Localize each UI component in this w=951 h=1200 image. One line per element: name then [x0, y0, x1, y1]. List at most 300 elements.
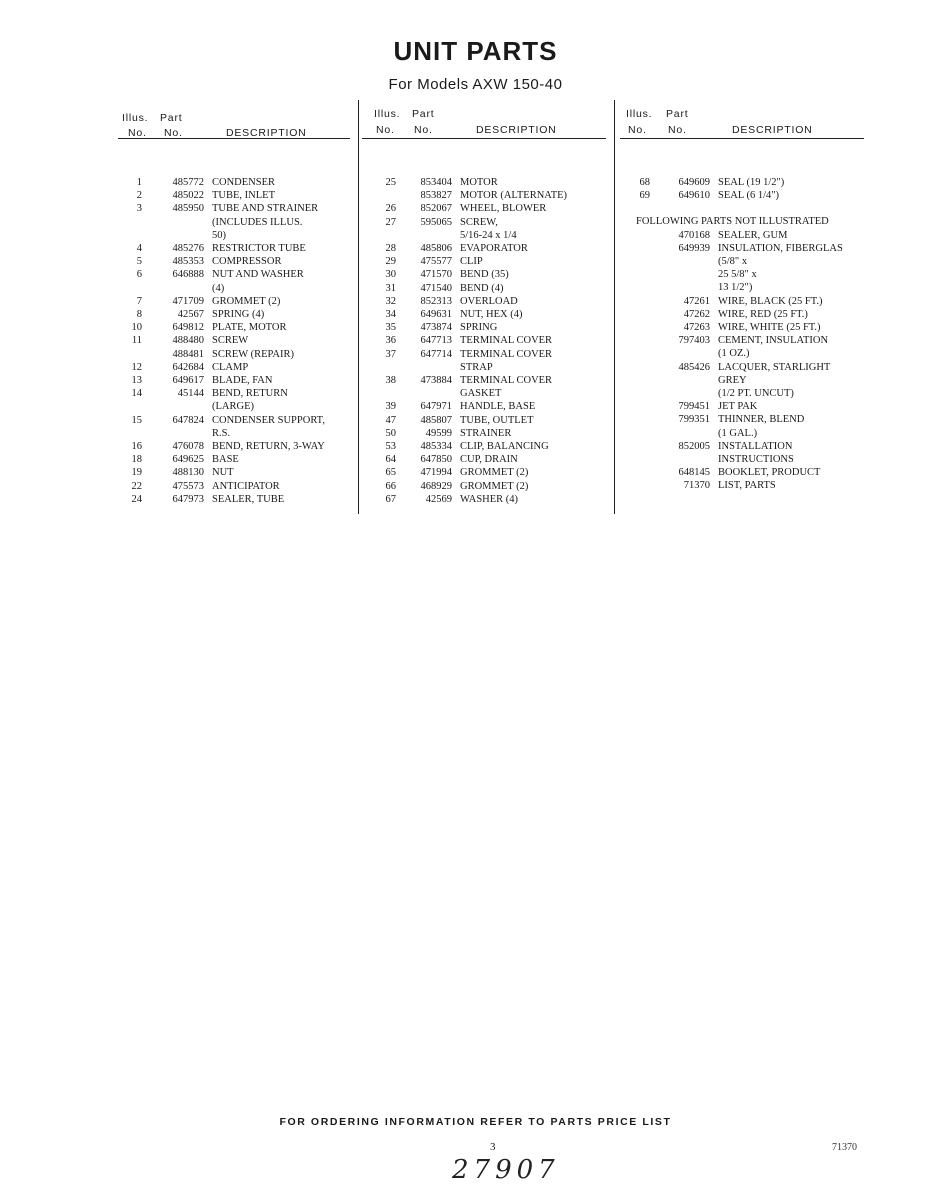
- header-rule: [118, 138, 350, 139]
- part-number: [650, 387, 710, 400]
- part-number: 853404: [420, 177, 452, 188]
- part-number: 471994: [420, 467, 452, 479]
- part-number: 595065: [420, 216, 452, 228]
- illus-label: Illus.: [122, 112, 149, 124]
- part-description: NUT, HEX (4): [460, 309, 523, 321]
- part-number: 476078: [172, 441, 204, 453]
- illus-number: [620, 295, 650, 308]
- part-number: 475573: [172, 480, 204, 492]
- illus-number: [362, 387, 396, 400]
- parts-list: [620, 176, 843, 493]
- part-description: SCREW: [212, 335, 249, 347]
- part-description: 50): [212, 229, 226, 241]
- part-number: 647971: [420, 401, 452, 413]
- part-number: 853827: [420, 190, 452, 202]
- illus-no-label: No.: [628, 124, 647, 136]
- part-description: LACQUER, STARLIGHT: [718, 361, 831, 373]
- parts-row: [362, 268, 567, 281]
- illus-number: [620, 387, 650, 400]
- parts-row: [620, 427, 843, 440]
- part-number: 485807: [420, 414, 452, 426]
- illus-number: 31: [385, 282, 396, 294]
- part-number: [650, 347, 710, 360]
- part-description: HANDLE, BASE: [460, 401, 536, 413]
- parts-row: [118, 387, 325, 400]
- parts-row: [620, 453, 843, 466]
- part-number: [142, 427, 204, 440]
- parts-row: [118, 268, 325, 281]
- part-description: GROMMET (2): [460, 467, 529, 479]
- part-number: 649625: [172, 454, 204, 466]
- illus-number: [620, 453, 650, 466]
- parts-row: [118, 374, 325, 387]
- part-number: [396, 361, 452, 374]
- illus-number: [620, 413, 650, 426]
- part-description: MOTOR (ALTERNATE): [460, 190, 568, 202]
- part-number: 473874: [420, 322, 452, 334]
- part-number: [650, 255, 710, 268]
- part-number: 47263: [683, 322, 710, 334]
- parts-row: [620, 189, 843, 202]
- part-number: 49599: [425, 427, 452, 439]
- part-description: SPRING: [460, 322, 498, 334]
- part-number: 42567: [177, 309, 204, 321]
- part-description: GROMMET (2): [212, 295, 281, 307]
- illus-number: [620, 281, 650, 294]
- column-header: [362, 106, 612, 140]
- parts-row: [362, 361, 567, 374]
- ordering-note: FOR ORDERING INFORMATION REFER TO PARTS PRICE LIST: [279, 1116, 672, 1128]
- part-number: 647713: [420, 335, 452, 347]
- parts-row: [118, 440, 325, 453]
- part-description: SEALER, TUBE: [212, 493, 285, 505]
- parts-row: [362, 400, 567, 413]
- part-description: MOTOR: [460, 177, 498, 188]
- parts-row: [362, 387, 567, 400]
- part-no-label: No.: [668, 124, 687, 136]
- parts-row: [620, 281, 843, 294]
- illus-number: 2: [136, 190, 142, 202]
- column-header: [118, 106, 358, 140]
- part-description: GROMMET (2): [460, 480, 529, 492]
- part-no-label: No.: [414, 124, 433, 136]
- parts-row: [620, 229, 843, 242]
- parts-list: [118, 176, 325, 506]
- parts-row: [118, 427, 325, 440]
- parts-row: [620, 400, 843, 413]
- illus-number: 25: [385, 177, 396, 188]
- part-description: RESTRICTOR TUBE: [212, 243, 306, 255]
- part-no-label: No.: [164, 127, 183, 139]
- part-description: CLIP: [460, 256, 483, 268]
- illus-number: [620, 466, 650, 479]
- part-description: CUP, DRAIN: [460, 454, 518, 466]
- parts-row: [620, 440, 843, 453]
- not-illustrated-note: FOLLOWING PARTS NOT ILLUSTRATED: [636, 216, 829, 228]
- parts-row: [362, 374, 567, 387]
- part-number: 649631: [420, 309, 452, 321]
- parts-row: [620, 176, 843, 189]
- part-description: TERMINAL COVER: [460, 375, 553, 387]
- parts-row: [118, 414, 325, 427]
- parts-row: [362, 255, 567, 268]
- part-number: 471709: [172, 295, 204, 307]
- part-number: 647850: [420, 454, 452, 466]
- part-number: 468929: [420, 480, 452, 492]
- illus-number: [118, 400, 142, 413]
- part-description: NUT: [212, 467, 234, 479]
- part-number: 47261: [683, 295, 710, 307]
- description-label: DESCRIPTION: [732, 124, 813, 136]
- illus-number: 22: [131, 480, 142, 492]
- part-number: 647824: [172, 414, 204, 426]
- illus-number: [362, 229, 396, 242]
- illus-number: [620, 440, 650, 453]
- part-number: 649617: [172, 375, 204, 387]
- illus-number: [118, 348, 142, 361]
- illus-number: [620, 347, 650, 360]
- part-description: CONDENSER SUPPORT,: [212, 414, 325, 426]
- illus-number: 7: [136, 295, 142, 307]
- part-description: SEAL (19 1/2"): [718, 177, 785, 188]
- parts-row: [362, 242, 567, 255]
- part-description: THINNER, BLEND: [718, 414, 805, 426]
- parts-row: [362, 493, 567, 506]
- part-description: TUBE, INLET: [212, 190, 275, 202]
- part-number: 488130: [172, 467, 204, 479]
- part-number: 649812: [172, 322, 204, 334]
- illus-number: 28: [385, 243, 396, 255]
- part-number: [142, 229, 204, 242]
- parts-row: [362, 440, 567, 453]
- part-number: [650, 281, 710, 294]
- parts-row: [620, 321, 843, 334]
- illus-number: 18: [131, 454, 142, 466]
- parts-row: [362, 414, 567, 427]
- part-description: PLATE, MOTOR: [212, 322, 287, 334]
- column-divider: [358, 100, 359, 514]
- part-number: 485806: [420, 243, 452, 255]
- part-description: CEMENT, INSULATION: [718, 335, 829, 347]
- part-number: 475577: [420, 256, 452, 268]
- illus-number: [620, 334, 650, 347]
- part-description: STRAP: [460, 361, 493, 373]
- part-description: WIRE, BLACK (25 FT.): [718, 295, 823, 307]
- illus-number: [620, 361, 650, 374]
- page-title: UNIT PARTS: [393, 36, 558, 66]
- description-label: DESCRIPTION: [226, 127, 307, 139]
- illus-number: [620, 242, 650, 255]
- illus-number: 34: [385, 309, 396, 321]
- parts-row: [362, 453, 567, 466]
- illus-number: [118, 229, 142, 242]
- part-description: 13 1/2"): [718, 282, 753, 294]
- parts-row: [620, 334, 843, 347]
- part-description: WIRE, RED (25 FT.): [718, 308, 808, 320]
- part-description: BEND, RETURN, 3-WAY: [212, 441, 325, 453]
- parts-row: [620, 308, 843, 321]
- part-number: 852067: [420, 203, 452, 215]
- illus-number: 65: [385, 467, 396, 479]
- parts-row: [362, 308, 567, 321]
- part-number: 488480: [172, 335, 204, 347]
- parts-row: [620, 295, 843, 308]
- part-description: TERMINAL COVER: [460, 335, 553, 347]
- document-number: 71370: [832, 1142, 857, 1153]
- part-description: R.S.: [212, 427, 231, 439]
- parts-row: [118, 308, 325, 321]
- part-description: CONDENSER: [212, 177, 276, 188]
- illus-number: [620, 308, 650, 321]
- illus-number: 37: [385, 348, 396, 360]
- part-description: INSTALLATION: [718, 440, 793, 452]
- parts-row: [118, 453, 325, 466]
- illus-number: 19: [131, 467, 142, 479]
- part-description: CLAMP: [212, 361, 249, 373]
- part-number: 485334: [420, 441, 452, 453]
- part-description: TUBE, OUTLET: [460, 414, 534, 426]
- part-number: 473884: [420, 375, 452, 387]
- parts-row: [118, 242, 325, 255]
- illus-number: 32: [385, 295, 396, 307]
- parts-row: [620, 255, 843, 268]
- illus-number: [620, 400, 650, 413]
- parts-row: [362, 321, 567, 334]
- part-number: 485772: [172, 177, 204, 188]
- illus-number: [118, 282, 142, 295]
- part-number: 470168: [678, 229, 710, 241]
- parts-row: [362, 466, 567, 479]
- parts-row: [118, 282, 325, 295]
- part-description: STRAINER: [460, 427, 512, 439]
- part-description: OVERLOAD: [460, 295, 518, 307]
- column-header: [620, 106, 868, 140]
- illus-number: 6: [136, 269, 142, 281]
- part-number: [142, 216, 204, 229]
- part-number: 852313: [420, 295, 452, 307]
- illus-number: 14: [131, 388, 142, 400]
- part-number: 647973: [172, 493, 204, 505]
- part-description: INSTRUCTIONS: [718, 454, 794, 466]
- parts-row: [118, 334, 325, 347]
- part-number: [650, 374, 710, 387]
- illus-number: 24: [131, 493, 142, 505]
- illus-number: 12: [131, 361, 142, 373]
- part-number: 799351: [678, 414, 710, 426]
- part-label: Part: [412, 108, 435, 120]
- part-description: SEALER, GUM: [718, 229, 788, 241]
- illus-number: 66: [385, 480, 396, 492]
- part-number: 45144: [177, 388, 204, 400]
- illus-number: 15: [131, 414, 142, 426]
- part-description: (INCLUDES ILLUS.: [212, 216, 303, 228]
- part-number: 488481: [172, 348, 204, 360]
- part-number: 42569: [425, 493, 452, 505]
- part-description: (1/2 PT. UNCUT): [718, 388, 794, 400]
- model-subtitle: For Models AXW 150-40: [388, 76, 563, 93]
- part-description: GASKET: [460, 388, 502, 400]
- part-description: EVAPORATOR: [460, 243, 528, 255]
- illus-number: 67: [385, 493, 396, 505]
- parts-row: [362, 176, 567, 189]
- part-number: [396, 229, 452, 242]
- parts-row: [620, 347, 843, 360]
- part-number: 642684: [172, 361, 204, 373]
- part-description: INSULATION, FIBERGLAS: [718, 242, 843, 254]
- part-description: GREY: [718, 374, 747, 386]
- parts-row: [362, 202, 567, 215]
- part-description: SCREW,: [460, 216, 498, 228]
- part-description: LIST, PARTS: [718, 480, 776, 492]
- part-description: CLIP, BALANCING: [460, 441, 549, 453]
- parts-column-1: [118, 106, 358, 505]
- parts-row: [620, 268, 843, 281]
- illus-number: [362, 361, 396, 374]
- part-label: Part: [160, 112, 183, 124]
- part-description: (4): [212, 282, 225, 294]
- illus-number: 26: [385, 203, 396, 215]
- part-number: 797403: [678, 335, 710, 347]
- parts-row: [362, 229, 567, 242]
- illus-label: Illus.: [626, 108, 653, 120]
- part-number: 485426: [678, 361, 710, 373]
- parts-row: [620, 361, 843, 374]
- parts-row: [620, 466, 843, 479]
- illus-number: 5: [136, 256, 142, 268]
- part-description: COMPRESSOR: [212, 256, 282, 268]
- part-number: 799451: [678, 401, 710, 413]
- illus-number: 36: [385, 335, 396, 347]
- parts-row: [362, 348, 567, 361]
- part-description: WIRE, WHITE (25 FT.): [718, 322, 821, 334]
- illus-number: [620, 321, 650, 334]
- part-number: 646888: [172, 269, 204, 281]
- parts-row: [118, 255, 325, 268]
- illus-number: [620, 229, 650, 242]
- part-description: BASE: [212, 454, 239, 466]
- handwritten-note: 27907: [452, 1155, 560, 1185]
- header-rule: [620, 138, 864, 139]
- part-description: SPRING (4): [212, 309, 265, 321]
- part-description: BEND (4): [460, 282, 504, 294]
- part-number: 71370: [683, 480, 710, 492]
- parts-row: [118, 202, 325, 215]
- part-number: 648145: [678, 467, 710, 479]
- illus-number: 1: [136, 177, 142, 188]
- parts-row: [620, 479, 843, 492]
- part-number: 471540: [420, 282, 452, 294]
- part-description: ANTICIPATOR: [212, 480, 280, 492]
- part-number: 485022: [172, 190, 204, 202]
- parts-row: [118, 295, 325, 308]
- illus-number: [620, 374, 650, 387]
- parts-row: [118, 229, 325, 242]
- part-number: 647714: [420, 348, 452, 360]
- part-description: (1 OZ.): [718, 348, 750, 360]
- part-number: 471570: [420, 269, 452, 281]
- illus-number: 68: [639, 177, 650, 188]
- parts-row: [362, 480, 567, 493]
- part-description: BEND (35): [460, 269, 509, 281]
- part-number: 485950: [172, 203, 204, 215]
- parts-row: [362, 334, 567, 347]
- parts-row: [620, 413, 843, 426]
- illus-number: 39: [385, 401, 396, 413]
- part-number: [650, 427, 710, 440]
- part-number: 47262: [683, 308, 710, 320]
- parts-row: [620, 374, 843, 387]
- description-label: DESCRIPTION: [476, 124, 557, 136]
- parts-row: [362, 295, 567, 308]
- illus-number: 8: [136, 309, 142, 321]
- illus-number: 4: [136, 243, 142, 255]
- part-description: 5/16-24 x 1/4: [460, 229, 517, 241]
- illus-number: 64: [385, 454, 396, 466]
- part-number: 649610: [678, 190, 710, 202]
- parts-row: [118, 321, 325, 334]
- illus-number: [118, 427, 142, 440]
- illus-number: 53: [385, 441, 396, 453]
- part-number: [650, 453, 710, 466]
- part-description: TUBE AND STRAINER: [212, 203, 319, 215]
- part-description: TERMINAL COVER: [460, 348, 553, 360]
- parts-row: [118, 493, 325, 506]
- illus-number: [620, 427, 650, 440]
- page-number: 3: [490, 1141, 496, 1153]
- parts-row: [118, 176, 325, 189]
- parts-row: [620, 242, 843, 255]
- part-number: 649609: [678, 177, 710, 188]
- part-number: [650, 268, 710, 281]
- parts-row: [362, 216, 567, 229]
- illus-number: 30: [385, 269, 396, 281]
- part-description: (1 GAL.): [718, 427, 758, 439]
- part-description: 25 5/8" x: [718, 269, 757, 281]
- parts-row: [362, 282, 567, 295]
- parts-row: [118, 216, 325, 229]
- illus-number: 13: [131, 375, 142, 387]
- part-number: [142, 400, 204, 413]
- column-divider: [614, 100, 615, 514]
- parts-row: [118, 466, 325, 479]
- illus-number: 11: [131, 335, 142, 347]
- parts-row: [118, 348, 325, 361]
- illus-label: Illus.: [374, 108, 401, 120]
- parts-row: [118, 189, 325, 202]
- part-number: 485276: [172, 243, 204, 255]
- part-description: JET PAK: [718, 401, 758, 413]
- header-rule: [362, 138, 606, 139]
- illus-number: 38: [385, 375, 396, 387]
- part-label: Part: [666, 108, 689, 120]
- illus-number: [620, 268, 650, 281]
- part-description: (5/8" x: [718, 256, 748, 268]
- illus-number: 29: [385, 256, 396, 268]
- parts-row: [118, 400, 325, 413]
- part-description: WHEEL, BLOWER: [460, 203, 547, 215]
- illus-no-label: No.: [128, 127, 147, 139]
- parts-column-2: [362, 106, 612, 505]
- parts-list: [362, 176, 567, 506]
- part-number: [142, 282, 204, 295]
- illus-number: 69: [639, 190, 650, 202]
- parts-row: [118, 480, 325, 493]
- parts-row: [362, 427, 567, 440]
- part-description: BLADE, FAN: [212, 375, 273, 387]
- part-description: BEND, RETURN: [212, 388, 288, 400]
- parts-column-3: [620, 106, 868, 492]
- illus-number: [362, 189, 396, 202]
